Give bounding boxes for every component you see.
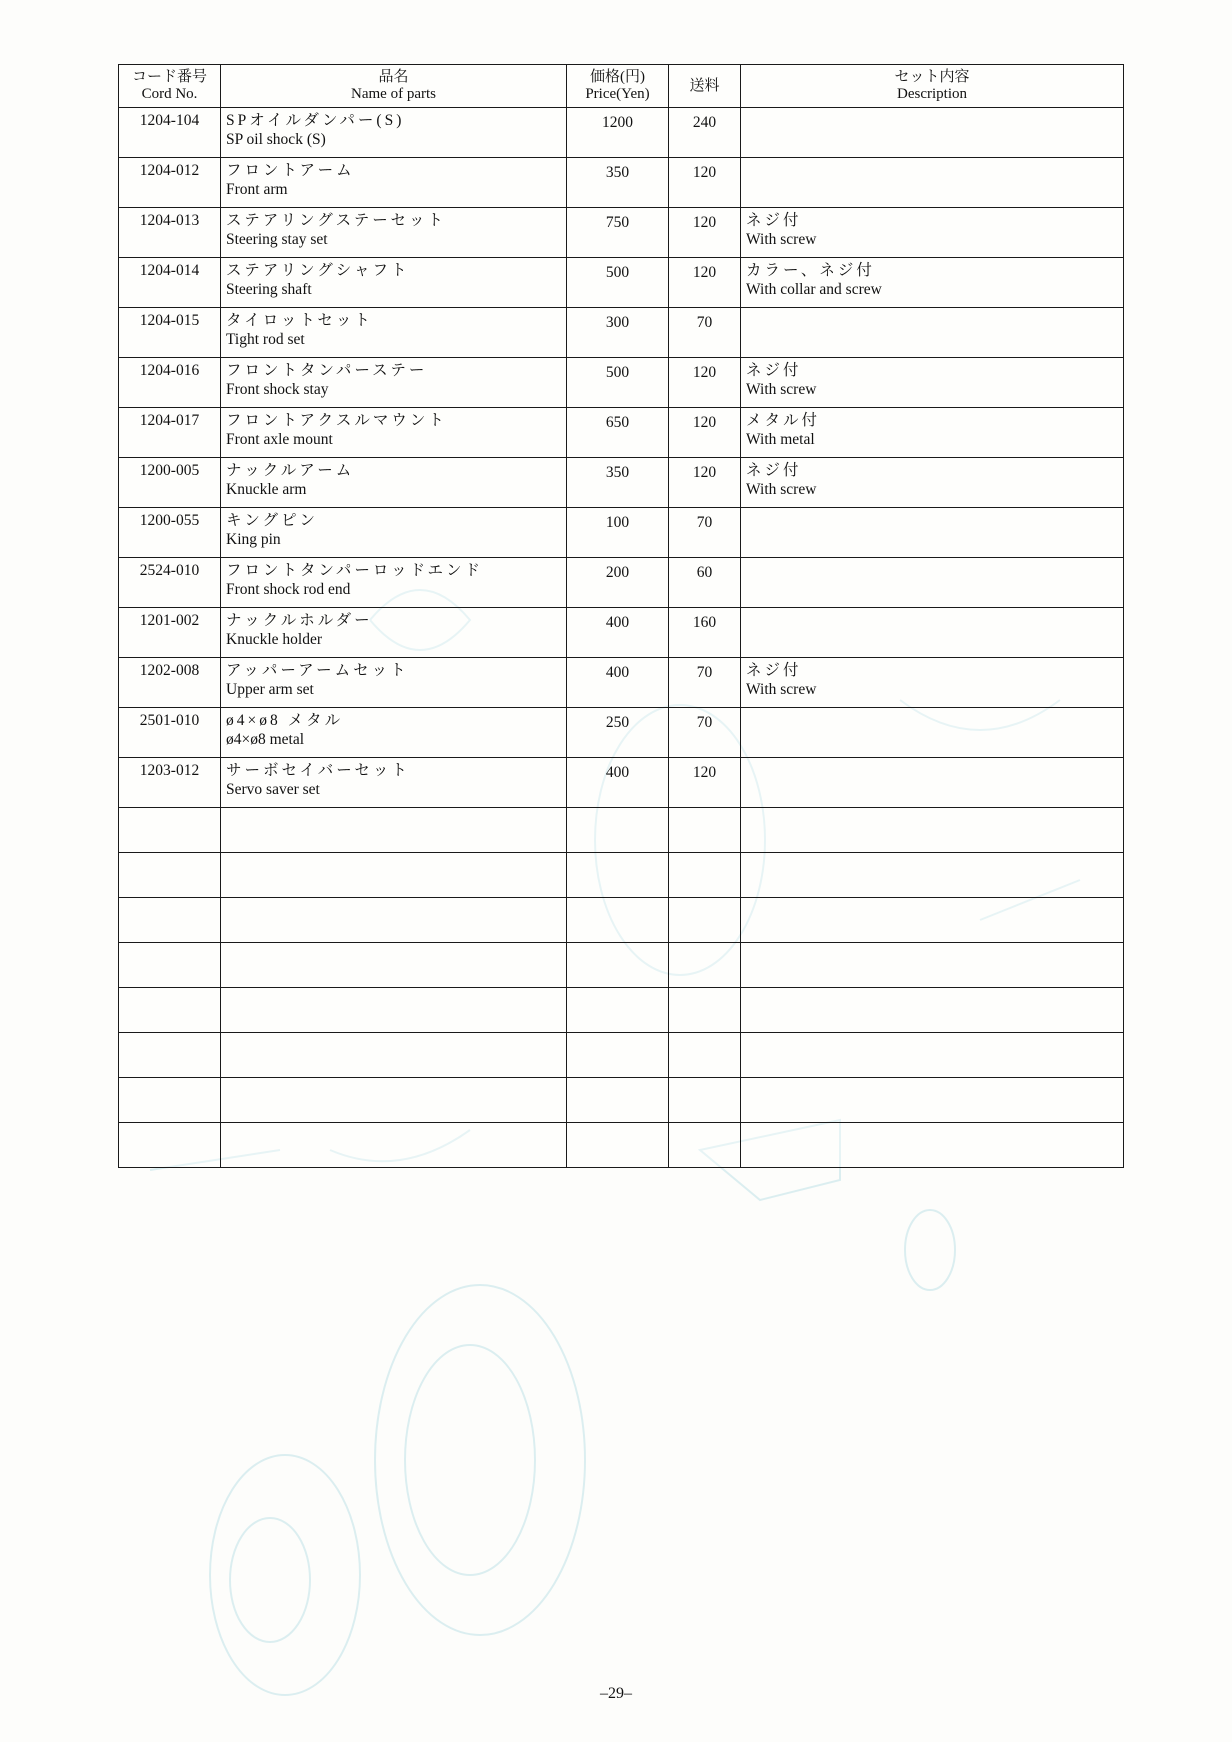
part-name-en: King pin <box>226 531 281 548</box>
header-price <box>567 65 669 108</box>
cell-shipping: 120 <box>669 258 741 308</box>
cell-price: 500 <box>567 358 669 408</box>
page-number: –29– <box>600 1685 632 1702</box>
empty-cell <box>221 1078 567 1123</box>
table-row-empty <box>119 808 1124 853</box>
cell-name <box>221 708 567 758</box>
empty-cell <box>119 1123 221 1168</box>
cell-shipping: 70 <box>669 508 741 558</box>
empty-cell <box>567 1078 669 1123</box>
empty-cell <box>741 1078 1124 1123</box>
description-jp: カラー、ネジ付 <box>746 262 875 279</box>
part-name-en: Front shock stay <box>226 381 329 398</box>
description-en: With screw <box>746 231 817 248</box>
part-name-jp: タイロットセット <box>226 312 373 329</box>
table-body <box>119 108 1124 1168</box>
table-row <box>119 508 1124 558</box>
cell-shipping: 120 <box>669 358 741 408</box>
cell-name <box>221 258 567 308</box>
description-jp: ネジ付 <box>746 462 802 479</box>
header-description <box>741 65 1124 108</box>
cell-description <box>741 458 1124 508</box>
header-shipping-jp: 送料 <box>689 77 720 94</box>
cell-name <box>221 558 567 608</box>
description-en: With screw <box>746 481 817 498</box>
table-row-empty <box>119 1123 1124 1168</box>
cell-shipping: 70 <box>669 658 741 708</box>
empty-cell <box>741 808 1124 853</box>
header-name-en: Name of parts <box>351 86 436 102</box>
cell-code: 1200-055 <box>119 508 221 558</box>
part-name-jp: サーボセイバーセット <box>226 762 410 779</box>
empty-cell <box>567 1033 669 1078</box>
empty-cell <box>221 943 567 988</box>
cell-shipping: 120 <box>669 758 741 808</box>
cell-price: 350 <box>567 158 669 208</box>
part-name-jp: ナックルアーム <box>226 462 355 479</box>
part-name-en: Front shock rod end <box>226 581 351 598</box>
empty-cell <box>669 1123 741 1168</box>
cell-description <box>741 358 1124 408</box>
cell-price: 300 <box>567 308 669 358</box>
table-row <box>119 358 1124 408</box>
empty-cell <box>119 943 221 988</box>
cell-shipping: 120 <box>669 408 741 458</box>
table-row <box>119 308 1124 358</box>
cell-description <box>741 208 1124 258</box>
cell-description <box>741 258 1124 308</box>
cell-code: 1204-015 <box>119 308 221 358</box>
empty-cell <box>669 853 741 898</box>
part-name-en: Knuckle arm <box>226 481 307 498</box>
cell-code: 1204-014 <box>119 258 221 308</box>
cell-description <box>741 158 1124 208</box>
empty-cell <box>119 988 221 1033</box>
header-code <box>119 65 221 108</box>
cell-shipping: 160 <box>669 608 741 658</box>
header-desc-jp: セット内容 <box>894 69 970 85</box>
empty-cell <box>221 1123 567 1168</box>
description-en: With screw <box>746 681 817 698</box>
description-en: With metal <box>746 431 815 448</box>
part-name-en: Front arm <box>226 181 288 198</box>
cell-price: 650 <box>567 408 669 458</box>
cell-description <box>741 658 1124 708</box>
part-name-jp: ステアリングシャフト <box>226 262 410 279</box>
empty-cell <box>669 808 741 853</box>
part-name-jp: キングピン <box>226 512 319 529</box>
empty-cell <box>741 988 1124 1033</box>
table-header-row <box>119 65 1124 108</box>
cell-price: 250 <box>567 708 669 758</box>
cell-name <box>221 508 567 558</box>
description-jp: ネジ付 <box>746 212 802 229</box>
cell-price: 100 <box>567 508 669 558</box>
cell-price: 400 <box>567 658 669 708</box>
cell-name <box>221 208 567 258</box>
table-row <box>119 608 1124 658</box>
empty-cell <box>119 808 221 853</box>
header-code-en: Cord No. <box>141 86 198 102</box>
empty-cell <box>669 1033 741 1078</box>
empty-cell <box>741 1123 1124 1168</box>
description-en: With screw <box>746 381 817 398</box>
table-row <box>119 458 1124 508</box>
cell-name <box>221 358 567 408</box>
cell-price: 400 <box>567 608 669 658</box>
part-name-jp: フロントアーム <box>226 162 355 179</box>
table-row-empty <box>119 988 1124 1033</box>
cell-name <box>221 608 567 658</box>
part-name-jp: ø4×ø8 メタル <box>226 712 344 729</box>
cell-code: 2501-010 <box>119 708 221 758</box>
cell-description <box>741 408 1124 458</box>
part-name-en: Steering stay set <box>226 231 328 248</box>
part-name-en: Steering shaft <box>226 281 312 298</box>
table-row-empty <box>119 1033 1124 1078</box>
part-name-en: SP oil shock (S) <box>226 131 326 148</box>
part-name-jp: ナックルホルダー <box>226 612 373 629</box>
empty-cell <box>741 943 1124 988</box>
empty-cell <box>221 808 567 853</box>
table-row <box>119 208 1124 258</box>
cell-code: 1202-008 <box>119 658 221 708</box>
part-name-en: Servo saver set <box>226 781 320 798</box>
part-name-jp: アッパーアームセット <box>226 662 409 679</box>
cell-code: 1204-104 <box>119 108 221 158</box>
table-row-empty <box>119 853 1124 898</box>
table-row <box>119 658 1124 708</box>
header-name <box>221 65 567 108</box>
empty-cell <box>669 943 741 988</box>
table-row <box>119 108 1124 158</box>
cell-code: 1204-016 <box>119 358 221 408</box>
cell-shipping: 240 <box>669 108 741 158</box>
cell-price: 350 <box>567 458 669 508</box>
part-name-jp: フロントタンパーステー <box>226 362 428 379</box>
cell-name <box>221 108 567 158</box>
table-row <box>119 758 1124 808</box>
header-code-jp: コード番号 <box>131 69 207 85</box>
table-row-empty <box>119 943 1124 988</box>
table-row <box>119 158 1124 208</box>
part-name-en: Tight rod set <box>226 331 305 348</box>
cell-description <box>741 608 1124 658</box>
empty-cell <box>669 1078 741 1123</box>
cell-shipping: 70 <box>669 308 741 358</box>
table-row <box>119 408 1124 458</box>
empty-cell <box>567 943 669 988</box>
part-name-jp: ステアリングステーセット <box>226 212 446 229</box>
empty-cell <box>567 853 669 898</box>
empty-cell <box>119 1033 221 1078</box>
description-jp: ネジ付 <box>746 362 802 379</box>
cell-price: 500 <box>567 258 669 308</box>
cell-description <box>741 758 1124 808</box>
description-jp: ネジ付 <box>746 662 802 679</box>
empty-cell <box>119 898 221 943</box>
empty-cell <box>221 898 567 943</box>
cell-code: 1204-017 <box>119 408 221 458</box>
part-name-jp: フロントタンパーロッドエンド <box>226 562 483 579</box>
cell-code: 2524-010 <box>119 558 221 608</box>
part-name-en: ø4×ø8 metal <box>226 731 305 748</box>
empty-cell <box>669 988 741 1033</box>
empty-cell <box>221 988 567 1033</box>
cell-description <box>741 708 1124 758</box>
header-desc-en: Description <box>897 86 967 102</box>
part-name-jp: フロントアクスルマウント <box>226 412 447 429</box>
cell-description <box>741 308 1124 358</box>
header-price-jp: 価格(円) <box>590 69 645 85</box>
part-name-en: Front axle mount <box>226 431 333 448</box>
cell-shipping: 120 <box>669 158 741 208</box>
cell-price: 1200 <box>567 108 669 158</box>
cell-name <box>221 308 567 358</box>
cell-shipping: 120 <box>669 458 741 508</box>
part-name-en: Upper arm set <box>226 681 314 698</box>
cell-price: 750 <box>567 208 669 258</box>
cell-description <box>741 508 1124 558</box>
cell-code: 1201-002 <box>119 608 221 658</box>
cell-code: 1204-012 <box>119 158 221 208</box>
table-row <box>119 708 1124 758</box>
cell-price: 400 <box>567 758 669 808</box>
parts-price-table <box>118 64 1124 1168</box>
empty-cell <box>567 988 669 1033</box>
cell-code: 1203-012 <box>119 758 221 808</box>
cell-description <box>741 108 1124 158</box>
description-jp: メタル付 <box>746 412 821 429</box>
empty-cell <box>741 898 1124 943</box>
description-en: With collar and screw <box>746 281 882 298</box>
empty-cell <box>221 853 567 898</box>
table-row-empty <box>119 898 1124 943</box>
empty-cell <box>119 853 221 898</box>
empty-cell <box>567 808 669 853</box>
cell-name <box>221 158 567 208</box>
empty-cell <box>567 898 669 943</box>
empty-cell <box>741 853 1124 898</box>
table-row <box>119 558 1124 608</box>
cell-name <box>221 658 567 708</box>
table-row-empty <box>119 1078 1124 1123</box>
cell-price: 200 <box>567 558 669 608</box>
cell-name <box>221 458 567 508</box>
table-row <box>119 258 1124 308</box>
empty-cell <box>741 1033 1124 1078</box>
empty-cell <box>221 1033 567 1078</box>
cell-name <box>221 408 567 458</box>
cell-description <box>741 558 1124 608</box>
cell-code: 1204-013 <box>119 208 221 258</box>
empty-cell <box>119 1078 221 1123</box>
cell-shipping: 60 <box>669 558 741 608</box>
empty-cell <box>669 898 741 943</box>
header-name-jp: 品名 <box>378 69 409 85</box>
cell-code: 1200-005 <box>119 458 221 508</box>
cell-shipping: 70 <box>669 708 741 758</box>
empty-cell <box>567 1123 669 1168</box>
header-price-en: Price(Yen) <box>585 86 650 102</box>
cell-name <box>221 758 567 808</box>
header-shipping <box>669 65 741 108</box>
cell-shipping: 120 <box>669 208 741 258</box>
part-name-en: Knuckle holder <box>226 631 322 648</box>
part-name-jp: SPオイルダンパー(S) <box>226 112 405 129</box>
